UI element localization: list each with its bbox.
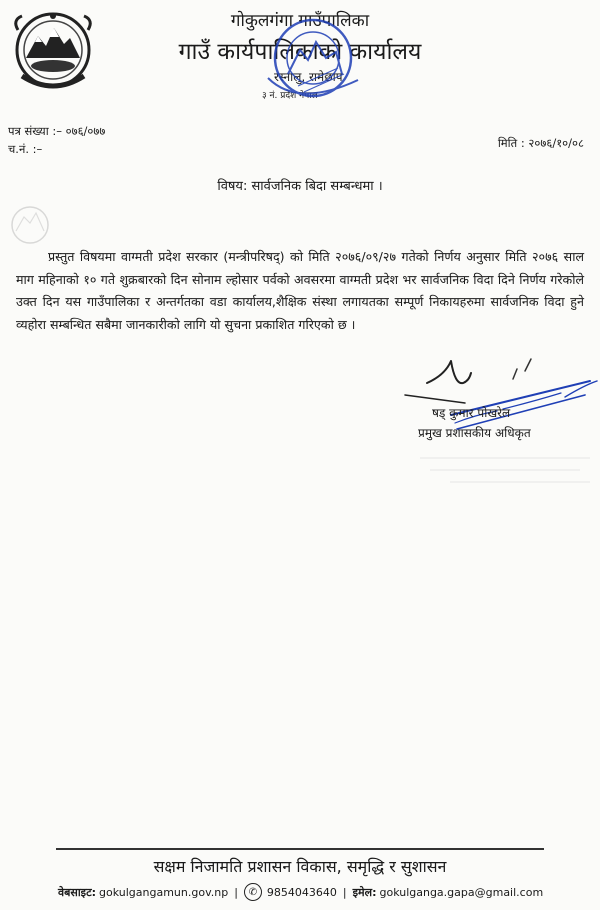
signatory-title: प्रमुख प्रशासकीय अधिकृत bbox=[418, 426, 531, 440]
signatory-name: षड् कुमार पोखरेल bbox=[432, 406, 511, 420]
faint-bleed-through bbox=[410, 450, 600, 500]
letter-body: प्रस्तुत विषयमा वाग्मती प्रदेश सरकार (मन्त्रीपरिषद्) को मिति २०७६/०९/२७ गतेको निर्णय अनुसार मिति २०७६ साल माग महिनाको १० गते शुक्रबारको दिन सोनाम ल्होसार पर्वको अवसरमा वाग्मती प्रदेश भर सार्वजनिक विदा दिने निर्णय गरेकोले उक्त दिन यस गाउँपालिका र अन्तर्गतका वडा कार्यालय,शैक्षिक संस्था लगायतका सम्पूर्ण निकायहरुमा सार्वजनिक विदा हुने व्यहोरा सम्बन्धित सबैमा जानकारीको लागि यो सुचना प्रकाशित गरिएको छ । bbox=[16, 249, 584, 332]
footer-divider bbox=[56, 848, 544, 850]
office-stamp bbox=[238, 8, 378, 108]
footer-contact bbox=[58, 883, 578, 901]
letter-date: मिति : २०७६/१०/०८ bbox=[497, 136, 584, 150]
office-location: रस्नालु, रामेछाप bbox=[274, 70, 343, 84]
separator: | bbox=[342, 885, 347, 899]
reference-number: पत्र संख्या :– ०७६/०७७ bbox=[8, 124, 106, 138]
email-label: इमेल: bbox=[352, 885, 377, 899]
dispatch-number: च.नं. :– bbox=[8, 142, 43, 156]
email-link[interactable]: gokulganga.gapa@gmail.com bbox=[379, 885, 544, 899]
municipality-name: गोकुलगंगा गाउँपालिका bbox=[230, 11, 370, 31]
website-label: वेबसाइट: bbox=[58, 885, 97, 899]
website-link[interactable]: gokulgangamun.gov.np bbox=[99, 885, 229, 899]
province-name: ३ नं. प्रदेश नेपाल bbox=[262, 91, 318, 101]
letter-subject: विषय: सार्वजनिक बिदा सम्बन्धमा । bbox=[217, 179, 383, 194]
footer-motto: सक्षम निजामति प्रशासन विकास, समृद्धि र सुशासन bbox=[153, 857, 447, 876]
phone-icon: ✆ bbox=[244, 883, 262, 901]
separator: | bbox=[234, 885, 238, 899]
office-name: गाउँ कार्यपालिकाको कार्यालय bbox=[178, 39, 422, 65]
phone-number[interactable]: 9854043640 bbox=[266, 885, 337, 899]
